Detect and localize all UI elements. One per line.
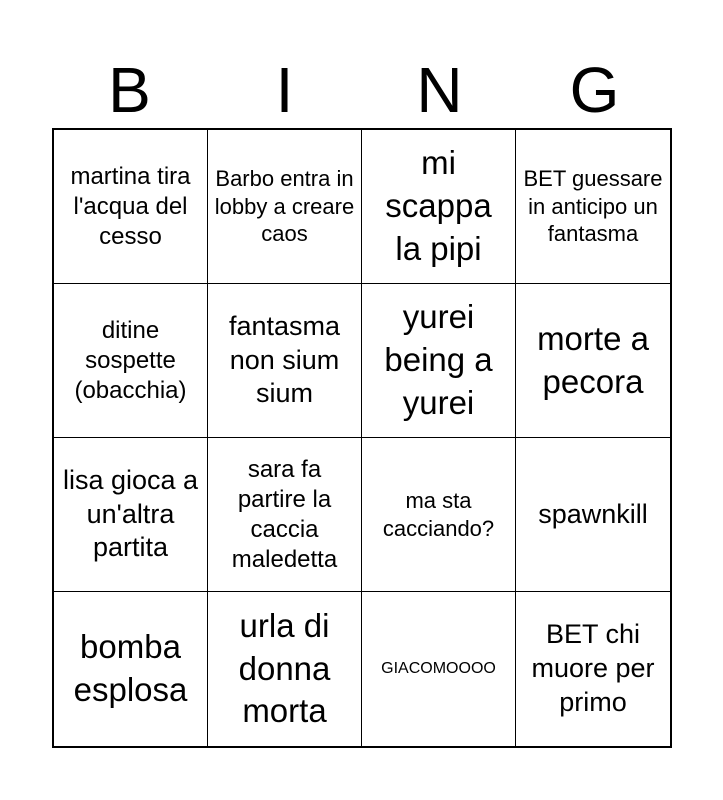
bingo-cell-r4c4[interactable]: BET chi muore per primo [531,619,655,717]
bingo-cell-r1c2[interactable]: Barbo entra in lobby a creare caos [208,130,362,284]
bingo-cell-r2c2[interactable]: fantasma non sium sium [208,284,362,438]
bingo-cell-r1c3[interactable]: mi scappa la pipi [362,130,516,284]
bingo-cell-r3c4[interactable]: spawnkill [516,438,670,592]
bingo-cell-r4c3[interactable]: GIACOMOOOO [362,592,516,746]
bingo-cell-r3c3[interactable]: ma sta cacciando? [362,438,516,592]
bingo-cell-r3c2[interactable]: sara fa partire la caccia maledetta [208,438,362,592]
bingo-cell-r1c1[interactable]: martina tira l'acqua del cesso [54,130,208,284]
bingo-header [52,52,672,128]
bingo-cell-r2c4[interactable]: morte a pecora [516,284,670,438]
header-letter-b: B [108,54,151,126]
header-letter-n: N [416,54,463,126]
bingo-card-grid [52,128,672,748]
bingo-cell-r1c4[interactable]: BET guessare in anticipo un fantasma [516,130,670,284]
bingo-cell-r4c2[interactable]: urla di donna morta [208,592,362,746]
bingo-cell-r4c1[interactable]: bomba esplosa [54,592,208,746]
bingo-cell-r3c1[interactable]: lisa gioca a un'altra partita [54,438,208,592]
bingo-cell-r2c1[interactable]: ditine sospette (obacchia) [54,284,208,438]
bingo-cell-r2c3[interactable]: yurei being a yurei [362,284,516,438]
header-letter-g: G [569,54,620,126]
header-letter-i: I [275,54,294,126]
